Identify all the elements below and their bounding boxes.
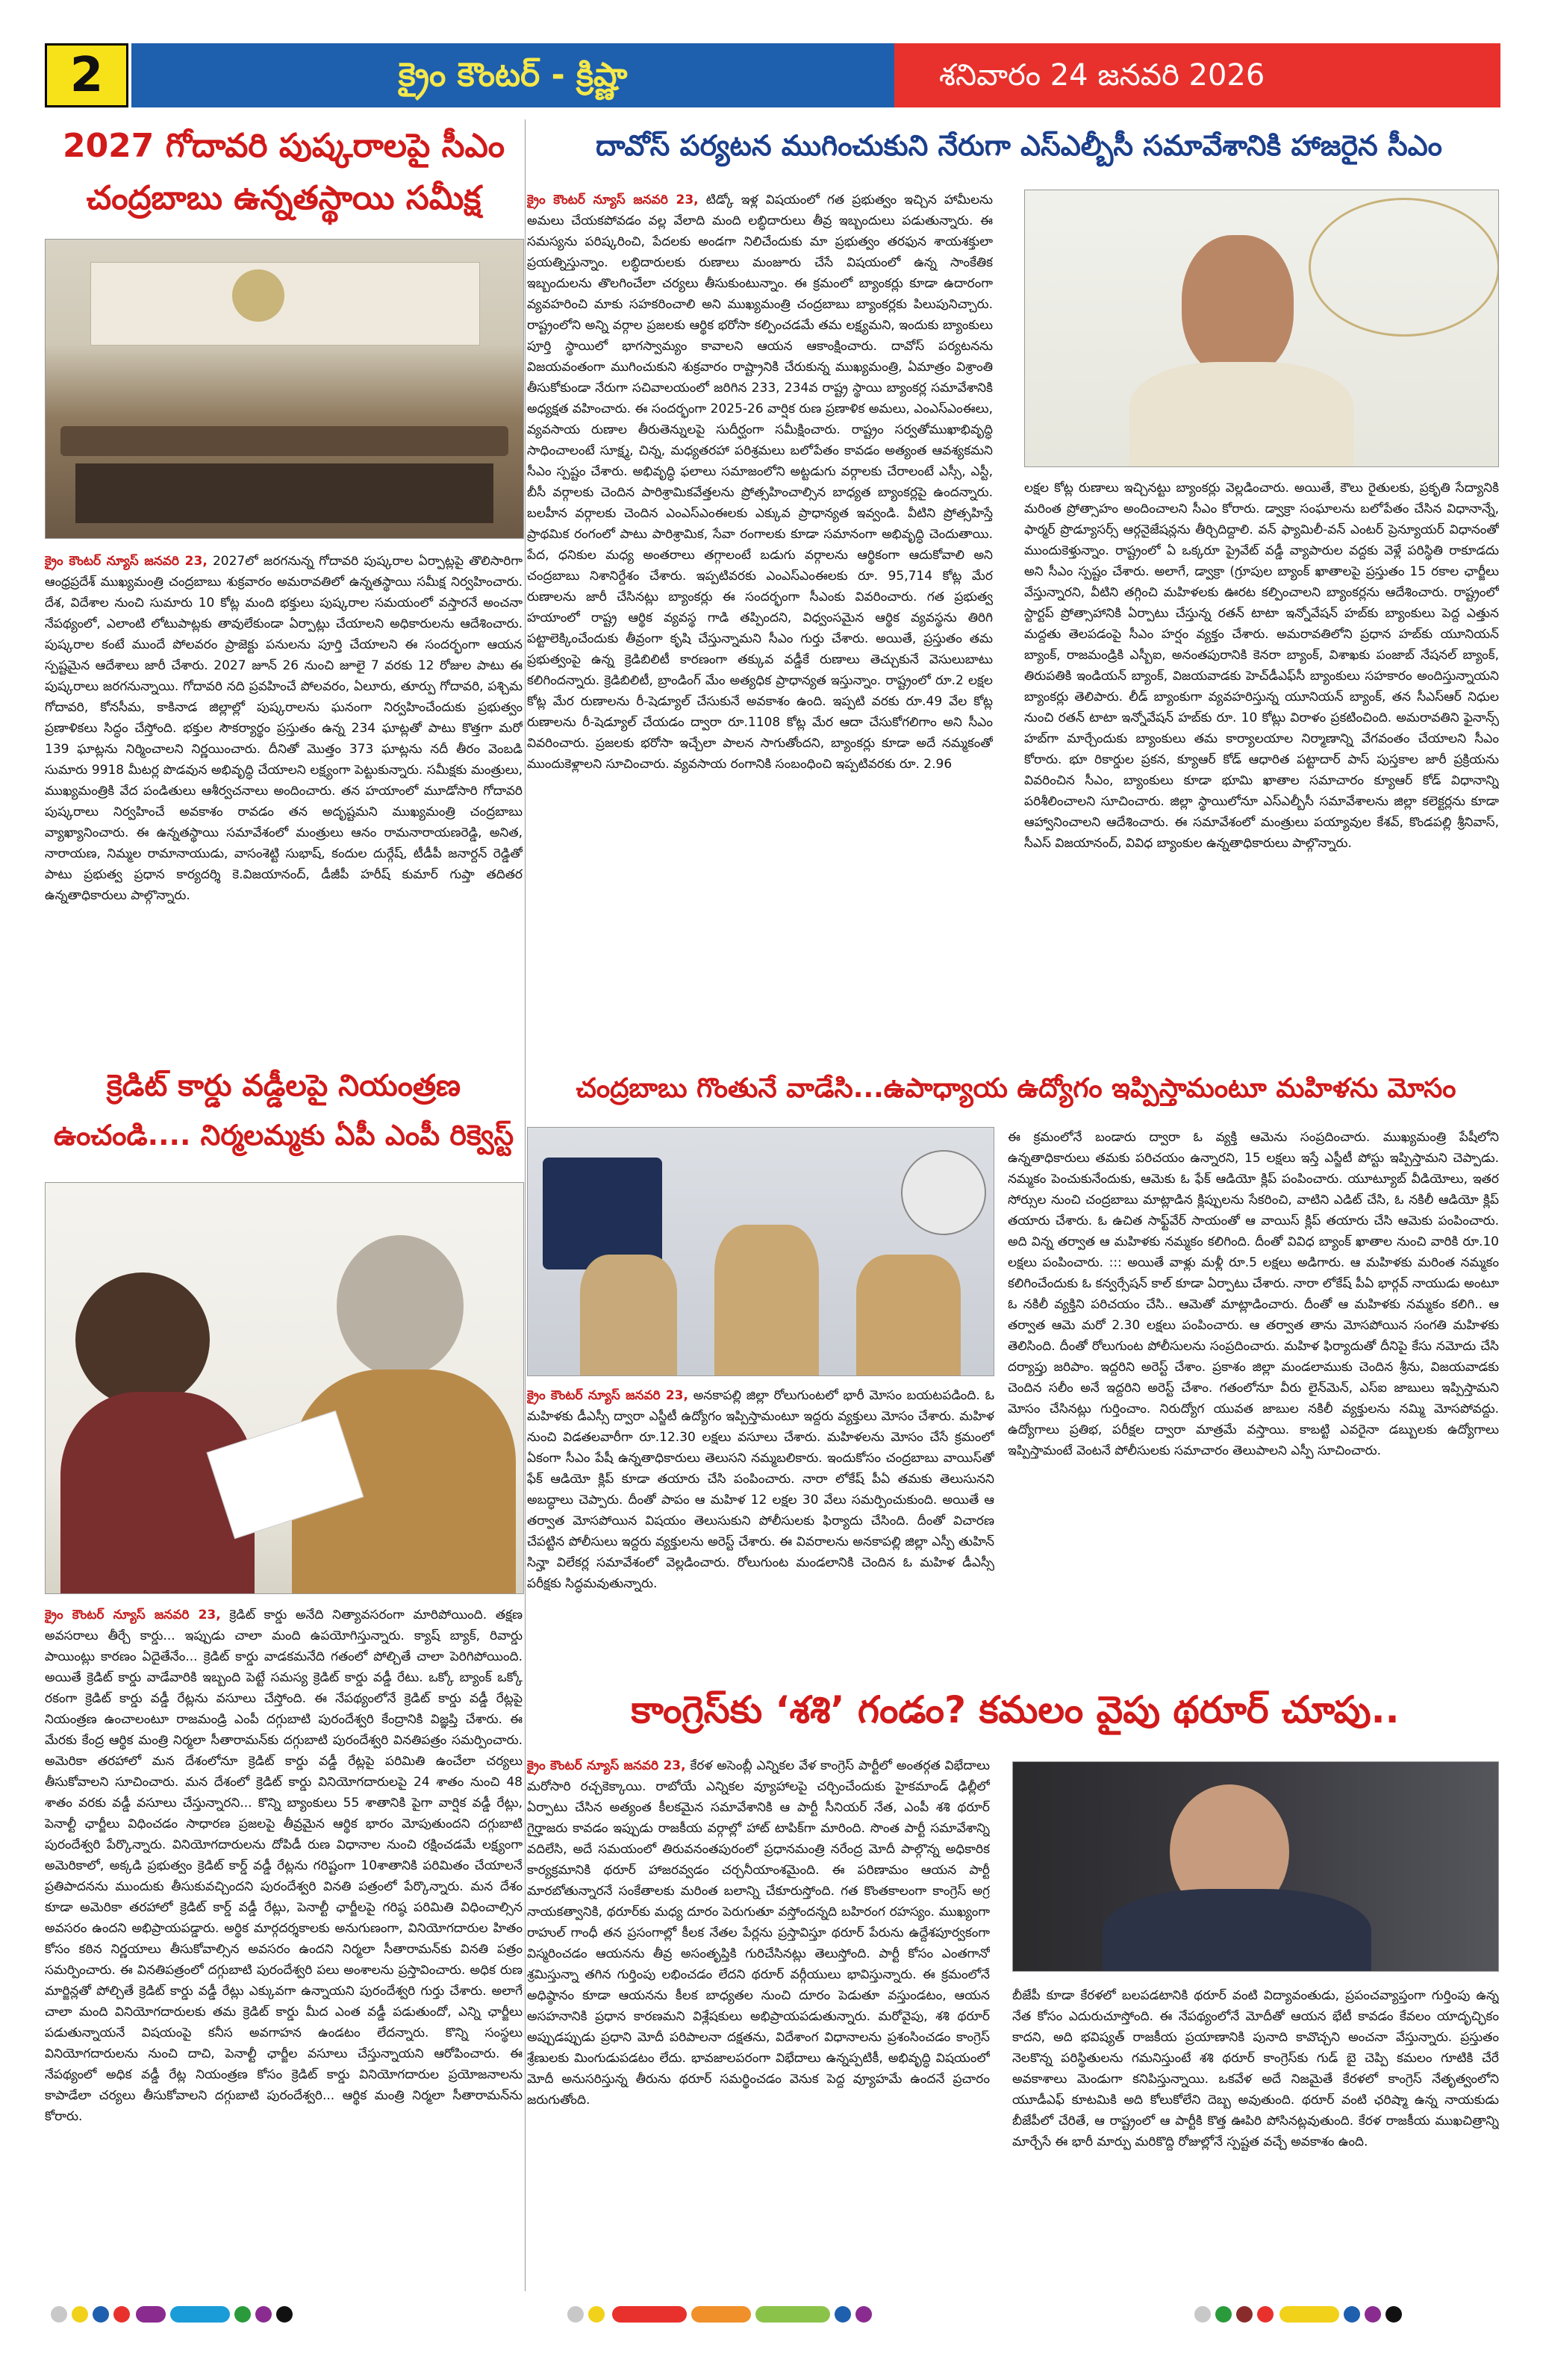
davos-article-right: లక్షల కోట్ల రుణాలు ఇచ్చినట్టు బ్యాంకర్లు వెల్లడించారు. అయితే, కౌలు రైతులకు, ప్రకృతి సేద్యానికి మరింత ప్రోత్సాహం అందించాలని సీఎం కోరారు. డ్వాక్రా సంఘాలను బలోపేతం చేసిన విధానాన్నే, ఫార్మర్ ప్రొడ్యూసర్స్ ఆర్గనైజేషన్లను తీర్చిదిద్దాలి. వన్ ఫ్యామిలీ-వన్ ఎంటర్ ప్రెన్యూయర్ విధానంతో ముందుకెళ్తున్నాం. రాష్ట్రంలో ఏ ఒక్కరూ ప్రైవేట్ వడ్డీ వ్యాపారుల వద్దకు వెళ్లే పరిస్థితి రాకూడదు అని సీఎం స్పష్టం చేశారు. అలాగే, డ్వాక్రా (గ్రూపుల బ్యాంక్ ఖాతాలపై ప్రస్తుతం 15 రకాల ఛార్జీలు వేస్తున్నారని, వీటిని తగ్గించి మహిళలకు ఊరట కల్పించాలని బ్యాంకర్లను ఆదేశించారు. రాష్ట్రంలో స్టార్టప్ ప్రోత్సాహానికి ఏర్పాటు చేస్తున్న రతన్ టాటా ఇన్నోవేషన్ హబ్‌కు బ్యాంకులు పెద్ద ఎత్తున మద్దతు తెలపడంపై సీఎం హర్షం వ్యక్తం చేశారు. అమరావతిలోని ప్రధాన హబ్‌కు యూనియన్ బ్యాంక్, రాజమండ్రికి ఎస్బీఐ, అనంతపురానికి కెనరా బ్యాంక్, విశాఖకు పంజాబ్ నేషనల్ బ్యాంక్, తిరుపతికి ఇండియన్ బ్యాంక్, విజయవాడకు హెచ్‌డీఎఫ్‌సీ బ్యాంకులు సహకారం అందిస్తున్నాయని బ్యాంకర్లు తెలిపారు. లీడ్ బ్యాంకుగా వ్యవహరిస్తున్న యూనియన్ బ్యాంక్, తన సీఎస్ఆర్ నిధుల నుంచి రతన్ టాటా ఇన్నోవేషన్ హబ్‌కు రూ. 10 కోట్లు విరాళం ప్రకటించింది. అమరావతిని ఫైనాన్స్ హబ్‌గా మార్చేందుకు బ్యాంకులు తమ కార్యాలయాల నిర్మాణాన్ని వేగవంతం చేయాలని సీఎం కోరారు. భూ రికార్డుల ప్రకన, క్యూఆర్ కోడ్ ఆధారిత పట్టాదార్ పాస్ పుస్తకాల జారీ ప్రక్రియను వివరించిన సీఎం, బ్యాంకులు కూడా భూమి ఖాతాల సమాచారం క్యూఆర్ కోడ్ విధానాన్ని పరిశీలించాలని సూచించారు. జిల్లా స్థాయిలోనూ ఎస్ఎల్బీసీ సమావేశాలను జిల్లా కలెక్టర్లను కూడా ఆహ్వానించాలని ఆదేశించారు. ఈ సమావేశంలో మంత్రులు పయ్యావుల కేశవ్, కొండపల్లి శ్రీనివాస్, సీఎస్ విజయానంద్, వివిధ బ్యాంకుల ఉన్నతాధికారులు పాల్గొన్నారు. — [1024, 481, 1499, 851]
tharoor-headline: కాంగ్రెస్‌కు ‘శశి’ గండం? కమలం వైపు థరూర్ చూపు.. — [631, 1688, 1400, 1731]
godavari-headline-1: 2027 గోదావరి పుష్కరాలపై సీఎం — [62, 127, 505, 165]
fraud-headline: చంద్రబాబు గొంతునే వాడేసి...ఉపాధ్యాయ ఉద్యోగం ఇప్పిస్తామంటూ మహిళను మోసం — [576, 1073, 1456, 1104]
godavari-headline-2: చంద్రబాబు ఉన్నతస్థాయి సమీక్ష — [86, 179, 481, 217]
tharoor-body-left: కేరళ అసెంబ్లీ ఎన్నికల వేళ కాంగ్రెస్ పార్టీలో అంతర్గత విభేదాలు మరోసారి రచ్చకెక్కాయి. రాబోయే ఎన్నికల వ్యూహాలపై చర్చించేందుకు హైకమాండ్ ఢిల్లీలో ఏర్పాటు చేసిన అత్యంత కీలకమైన సమావేశానికి ఆ పార్టీ సీనియర్ నేత, ఎంపీ శశి థరూర్ గైర్హాజరు కావడం ఇప్పుడు రాజకీయ వర్గాల్లో హాట్ టాపిక్‌గా మారింది. సొంత పార్టీ సమావేశాన్ని వదిలేసి, అదే సమయంలో తిరువనంతపురంలో ప్రధానమంత్రి నరేంద్ర మోదీ పాల్గొన్న అధికారిక కార్యక్రమానికి థరూర్ హాజరవ్వడం చర్చనీయాంశమైంది. ఈ పరిణామం ఆయన పార్టీ మారబోతున్నారనే సంకేతాలకు మరింత బలాన్ని చేకూరుస్తోంది. గత కొంతకాలంగా కాంగ్రెస్ అగ్ర నాయకత్వానికి, థరూర్‌కు మధ్య దూరం పెరుగుతూ వస్తోందన్నది బహిరంగ రహస్యం. ముఖ్యంగా రాహుల్ గాంధీ తన ప్రసంగాల్లో కీలక నేతల పేర్లను ప్రస్తావిస్తూ థరూర్ పేరును ఉద్దేశపూర్వకంగా విస్మరించడం ఆయనను తీవ్ర అసంతృప్తికి గురిచేసినట్లు తెలుస్తోంది. పార్టీ కోసం ఎంతగానో శ్రమిస్తున్నా తగిన గుర్తింపు లభించడం లేదని థరూర్ వర్గీయులు భావిస్తున్నారు. ఈ క్రమంలోనే అధిష్ఠానం కూడా ఆయనను కీలక బాధ్యతల నుంచి దూరం పెడుతూ వస్తుండటం, ఆయన అసహనానికి ప్రధాన కారణమని విశ్లేషకులు అభిప్రాయపడుతున్నారు. మరోవైపు, శశి థరూర్ అప్పుడప్పుడు ప్రధాని మోదీ పరిపాలనా దక్షతను, విదేశాంగ విధానాలను ప్రశంసించడం కాంగ్రెస్ శ్రేణులకు మింగుడుపడటం లేదు. భావజాలపరంగా విభేదాలు ఉన్నప్పటికీ, అభివృద్ధి విషయంలో మోదీ అనుసరిస్తున్న తీరును థరూర్ సమర్థించడం వెనుక పెద్ద వ్యూహమే ఉందనే ప్రచారం జరుగుతోంది. — [527, 1758, 990, 2108]
credit-article — [45, 1605, 523, 2291]
tharoor-photo — [1012, 1761, 1499, 1972]
fraud-article-left — [527, 1385, 994, 1669]
masthead: క్రైం కౌంటర్ - క్రిష్ణా — [131, 43, 894, 107]
cm-portrait-photo — [1024, 190, 1499, 467]
fraud-body-left: అనకాపల్లి జిల్లా రోలుగుంటలో భారీ మోసం బయటపడింది. ఓ మహిళకు డీఎస్సీ ద్వారా ఎస్జీటీ ఉద్యోగం ఇప్పిస్తామంటూ ఇద్దరు వ్యక్తులు మోసం చేశారు. మహిళ నుంచి విడతలవారీగా రూ.12.30 లక్షలు వసూలు చేశారు. మహిళలను మోసం చేసే క్రమంలో ఏకంగా సీఎం పేషీ ఉన్నతాధికారులు తెలుసని నమ్మబలికారు. ఇందుకోసం చంద్రబాబు వాయిస్‌తో ఫేక్ ఆడియో క్లిప్ కూడా తయారు చేసి పంపించారు. నారా లోకేష్ పీఏ తమకు తెలుసునని అబద్ధాలు చెప్పారు. దీంతో పాపం ఆ మహిళ 12 లక్షల 30 వేలు సమర్పించుకుంది. అయితే ఆ తర్వాత మోసపోయిన విషయం తెలుసుకుని పోలీసులకు ఫిర్యాదు చేసింది. దీంతో విచారణ చేపట్టిన పోలీసులు ఇద్దరు వ్యక్తులను అరెస్ట్ చేశారు. ఈ వివరాలను అనకాపల్లి జిల్లా ఎస్పీ తుహిన్ సిన్హా విలేకర్ల సమావేశంలో వెల్లడించారు. రోలుగుంట మండలానికి చెందిన ఓ మహిళ డీఎస్సీ పరీక్షకు సిద్ధమవుతున్నారు. — [527, 1388, 994, 1591]
credit-dateline: క్రైం కౌంటర్ న్యూస్ జనవరి 23, — [45, 1608, 221, 1622]
godavari-article — [45, 551, 523, 1036]
tharoor-dateline: క్రైం కౌంటర్ న్యూస్ జనవరి 23, — [527, 1758, 686, 1773]
godavari-meeting-photo — [45, 239, 524, 539]
davos-article-left — [527, 190, 993, 1055]
credit-headline-2: ఉంచండి.... నిర్మలమ్మకు ఏపీ ఎంపీ రిక్వెస్ట్ — [53, 1119, 514, 1152]
emblem-shape — [232, 269, 284, 322]
fraud-article-right: ఈ క్రమంలోనే బండారు ద్వారా ఓ వ్యక్తి ఆమెను సంప్రదించారు. ముఖ్యమంత్రి పేషీలోని ఉన్నతాధికారులు తమకు పరిచయం ఉన్నారని, 15 లక్షలు ఇస్తే ఎస్జీటీ పోస్టు ఇప్పిస్తామని చెప్పాడు. నమ్మకం పెంచుకునేందుకు, ఆమెకు ఓ ఫేక్ ఆడియో క్లిప్ పంపించారు. యూట్యూబ్ వీడియోలు, ఇతర సోర్సుల నుంచి చంద్రబాబు మాట్లాడిన క్లిప్పులను సేకరించి, వాటిని ఎడిట్ చేసి, ఓ నకిలీ ఆడియో క్లిప్ తయారు చేశారు. ఓ ఉచిత సాఫ్ట్‌వేర్ సాయంతో ఆ వాయిస్ క్లిప్ తయారు చేసి ఆమెకు పంపించారు. అది విన్న తర్వాత ఆ మహిళకు నమ్మకం కలిగింది. దీంతో వివిధ బ్యాంక్ ఖాతాల నుంచి వారికి రూ.10 లక్షలు పంపించారు. ::: అయితే వాళ్లు మళ్లీ రూ.5 లక్షలు అడిగారు. ఆ మహిళకు మరింత నమ్మకం కలిగించేందుకు ఓ కన్వర్సేషన్ కాల్ కూడా ఏర్పాటు చేశారు. నారా లోకేష్ పీఏ భార్గవ్ నాయుడు అంటూ ఓ నకిలీ వ్యక్తిని పరిచయం చేసి.. ఆమెతో మాట్లాడించారు. దీంతో ఆ మహిళకు నమ్మకం కలిగి.. ఆ తర్వాత ఆమె మరో 2.30 లక్షలు పంపించారు. ఆ తర్వాత తాను మోసపోయిన సంగతి మహిళకు తెలిసింది. దీంతో రోలుగుంట పోలీసులను సంప్రదించారు. మహిళ ఫిర్యాదుతో దీనిపై కేసు నమోదు చేసి దర్యాప్తు జరిపాం. ఇద్దరిని అరెస్ట్ చేశాం. ప్రకాశం జిల్లా మండలాముకు చెందిన శ్రీను, విజయవాడకు చెందిన సలీం అనే ఇద్దరిని అరెస్ట్ చేశాం. గతంలోనూ వీరు లైన్‌మెన్, ఎస్ఐ జాబులు ఇప్పిస్తామని మోసం చేసినట్లు గుర్తించాం. నిరుద్యోగ యువత జాబుల నకిలీ వ్యక్తులను నమ్మి మోసపోవద్దు. ఉద్యోగాలు ప్రతిభ, పరీక్షల ద్వారా మాత్రమే వస్తాయి. కాబట్టి ఎవరైనా డబ్బులకు ఉద్యోగాలు ఇప్పిస్తామంటే వెంటనే పోలీసులకు సమాచారం తెలుపాలని ఎస్పీ సూచించారు. — [1008, 1130, 1499, 1458]
davos-dateline: క్రైం కౌంటర్ న్యూస్ జనవరి 23, — [527, 193, 699, 207]
tharoor-article-right: బీజేపీ కూడా కేరళలో బలపడటానికి థరూర్ వంటి విద్యావంతుడు, ప్రపంచవ్యాప్తంగా గుర్తింపు ఉన్న నేత కోసం ఎదురుచూస్తోంది. ఈ నేపథ్యంలోనే మోదీతో ఆయన భేటీ కావడం కేవలం యాదృచ్ఛికం కాదని, అది భవిష్యత్ రాజకీయ ప్రయాణానికి పునాది కావొచ్చని అంచనా వేస్తున్నారు. ప్రస్తుతం నెలకొన్న పరిస్థితులను గమనిస్తుంటే శశి థరూర్ కాంగ్రెస్‌కు గుడ్ బై చెప్పి కమలం గూటికి చేరే అవకాశాలు మెండుగా కనిపిస్తున్నాయి. ఒకవేళ అదే నిజమైతే కేరళలో కాంగ్రెస్ నేతృత్వంలోని యూడీఎఫ్ కూటమికి అది కోలుకోలేని దెబ్బ అవుతుంది. థరూర్ వంటి ఛరిష్మా ఉన్న నాయకుడు బీజేపీలో చేరితే, ఆ రాష్ట్రంలో ఆ పార్టీకి కొత్త ఊపిరి పోసినట్లవుతుంది. కేరళ రాజకీయ ముఖచిత్రాన్ని మార్చేసే ఈ భారీ మార్పు మరికొద్ది రోజుల్లోనే స్పష్టత వచ్చే అవకాశం ఉంది. — [1012, 1988, 1499, 2149]
column-divider — [525, 119, 526, 2291]
credit-body: క్రెడిట్ కార్డు అనేది నిత్యావసరంగా మారిపోయింది. తక్షణ అవసరాలు తీర్చే కార్డు... ఇప్పుడు చాలా మంది ఉపయోగిస్తున్నారు. క్యాష్ బ్యాక్, రివార్డు పాయింట్లు కారణం ఏదైతేనేం... క్రెడిట్ కార్డు వాడకమనేది గతంలో పోల్చితే చాలా పెరిగిపోయింది. అయితే క్రెడిట్ కార్డు వాడేవారికి ఇబ్బంది పెట్టే సమస్య క్రెడిట్ కార్డు వడ్డీ రేటు. ఒక్కో బ్యాంక్ ఒక్కో రకంగా క్రెడిట్ కార్డు వడ్డీ రేట్లను వసూలు చేస్తోంది. ఈ నేపథ్యంలోనే క్రెడిట్ కార్డు వడ్డీ రేట్లపై నియంత్రణ ఉంచాలంటూ రాజమండ్రి ఎంపీ దగ్గుబాటి పురందేశ్వరి కేంద్రానికి విజ్ఞప్తి చేశారు. ఈ మేరకు కేంద్ర ఆర్థిక మంత్రి నిర్మలా సీతారామన్‌కు దగ్గుబాటి పురందేశ్వరి వినతిపత్రం సమర్పించారు. అమెరికా తరహాలో మన దేశంలోనూ క్రెడిట్ కార్డు వడ్డీ రేట్లపై పరిమితి ఉంచేలా చర్యలు తీసుకోవాలని సూచించారు. మన దేశంలో క్రెడిట్ కార్డు వినియోగదారులపై 24 శాతం నుంచి 48 శాతం వరకు వడ్డీ వసూలు చేస్తున్నారని... కొన్ని బ్యాంకులు 55 శాతానికి పైగా వార్షిక వడ్డీ రేట్లు, పెనాల్టీ ఛార్జీలు విధించడం సాధారణ ప్రజలపై తీవ్రమైన ఆర్థిక భారం మోపుతుందని దగ్గుబాటి పురందేశ్వరి పేర్కొన్నారు. వినియోగదారులను దోపిడీ రుణ విధానాల నుంచి రక్షించడమే లక్ష్యంగా అమెరికాలో, అక్కడి ప్రభుత్వం క్రెడిట్ కార్డ్ వడ్డీ రేట్లను గరిష్టంగా 10శాతానికి పరిమితం చేయాలనే ప్రతిపాదనను ముందుకు తీసుకువచ్చిందని పురందేశ్వరి వినతి పత్రంలో పేర్కొన్నారు. మన దేశం కూడా అమెరికా తరహాలో క్రెడిట్ కార్డ్ వడ్డీ రేట్లు, పెనాల్టీ ఛార్జీలపై గరిష్ఠ పరిమితి విధించాల్సిన అవసరం ఉందని అభిప్రాయపడ్డారు. అర్థిక మార్గదర్శకాలకు అనుగుణంగా, వినియోగదారుల హితం కోసం కఠిన నిర్ణయాలు తీసుకోవాల్సిన అవసరం ఉందని నిర్మలా సీతారామన్‌కు వినతి పత్రం సమర్పించారు. ఈ వినతిపత్రంలో దగ్గుబాటి పురందేశ్వరి పలు అంశాలను ప్రస్తావించారు. అధిక రుణ మార్జిన్లతో పోల్చితే క్రెడిట్ కార్డు వడ్డీ రేట్లు ఎక్కువగా ఉన్నాయని పురందేశ్వరి గుర్తు చేశారు. అలాగే చాలా మంది వినియోగదారులకు తమ క్రెడిట్ కార్డు మీద ఎంత వడ్డీ పడుతుందో, ఎన్ని ఛార్జీలు పడుతున్నాయనే విషయంపై కనీస అవగాహన ఉండటం లేదన్నారు. కొన్ని సంస్థలు వినియోగదారులను నుంచి దాచి, పెనాల్టీ ఛార్జీల వసూలు చేస్తున్నాయని ఆరోపించారు. ఈ నేపథ్యంలో అధిక వడ్డీ రేట్ల నియంత్రణ కోసం క్రెడిట్ కార్డు వినియోగదారుల ప్రయోజనాలను కాపాడేలా చర్యలు తీసుకోవాలని దగ్గుబాటి పురందేశ్వరి... ఆర్థిక మంత్రి నిర్మలా సీతారామన్‌ను కోరారు. — [45, 1608, 523, 2124]
godavari-dateline: క్రైం కౌంటర్ న్యూస్ జనవరి 23, — [45, 554, 208, 569]
davos-body-left: టిడ్కో ఇళ్ల విషయంలో గత ప్రభుత్వం ఇచ్చిన హామీలను అమలు చేయకపోవడం వల్ల వేలాది మంది లబ్ధిదారులు తీవ్ర ఇబ్బందులు పడుతున్నారు. ఈ సమస్యను పరిష్కరించి, పేదలకు అండగా నిలిచేందుకు మా ప్రభుత్వం తరఫున శాయశక్తులా ప్రయత్నిస్తున్నాం. లబ్ధిదారులకు రుణాలు మంజూరు చేసే విషయంలో ఉన్న సాంకేతిక ఇబ్బందులను తొలగించేలా చర్యలు తీసుకుంటున్నాం. ఈ క్రమంలో బ్యాంకర్లు కూడా ఉదారంగా వ్యవహరించి మాకు సహకరించాలి అని ముఖ్యమంత్రి చంద్రబాబు బ్యాంకర్లకు పిలుపునిచ్చారు. రాష్ట్రంలోని అన్ని వర్గాల ప్రజలకు ఆర్థిక భరోసా కల్పించడమే తమ లక్ష్యమని, ఇందుకు బ్యాంకులు పూర్తి స్థాయిలో భాగస్వామ్యం కావాలని ఆయన ఆకాంక్షించారు. దావోస్ పర్యటనను విజయవంతంగా ముగించుకుని శుక్రవారం రాష్ట్రానికి చేరుకున్న ముఖ్యమంత్రి, ఏమాత్రం విశ్రాంతి తీసుకోకుండా నేరుగా సచివాలయంలో జరిగిన 233, 234వ రాష్ట్ర స్థాయి బ్యాంకర్ల సమావేశానికి అధ్యక్షత వహించారు. ఈ సందర్భంగా 2025-26 వార్షిక రుణ ప్రణాళిక అమలు, ఎంఎస్ఎంఈలు, వ్యవసాయ రుణాల తీరుతెన్నులపై సుదీర్ఘంగా సమీక్షించారు. రాష్ట్రం సర్వతోముఖాభివృద్ధి సాధించాలంటే సూక్ష్మ, చిన్న, మధ్యతరహా పరిశ్రమలు బలోపేతం కావడం అత్యంత ఆవశ్యకమని సీఎం స్పష్టం చేశారు. అభివృద్ధి ఫలాలు సమాజంలోని అట్టడుగు వర్గాలకు చేరాలంటే ఎస్సీ, ఎస్టీ, బీసీ వర్గాలకు చెందిన పారిశ్రామికవేత్తలను ప్రోత్సహించాల్సిన బాధ్యత బ్యాంకర్లపై ఉందన్నారు. బలహీన వర్గాలకు చెందిన ఎంఎస్ఎంఈలకు ఎక్కువ ప్రాధాన్యత ఇవ్వండి. వీటిని ప్రోత్సహిస్తే ప్రాథమిక రంగంలో పాటు పారిశ్రామిక, సేవా రంగాలకు కూడా సమానంగా అభివృద్ధి చెందుతాయి. పేద, ధనికుల మధ్య అంతరాలు తగ్గాలంటే బడుగు వర్గాలను ఆర్థికంగా ఆదుకోవాలి అని చంద్రబాబు నిశానిర్దేశం చేశారు. ఇప్పటివరకు ఎంఎస్ఎంఈలకు రూ. 95,714 కోట్ల మేర రుణాలను జారీ చేసినట్లు బ్యాంకర్లు ఈ సందర్భంగా సీఎంకు వివరించారు. గత ప్రభుత్వ హయాంలో రాష్ట్ర ఆర్థిక వ్యవస్థ గాడి తప్పిందని, విధ్వంసమైన ఆర్థిక వ్యవస్థను తిరిగి పట్టాలెక్కించేందుకు తీవ్రంగా కృషి చేస్తున్నామని సీఎం గుర్తు చేశారు. అయితే, ప్రస్తుతం తమ ప్రభుత్వంపై ఉన్న క్రెడిబిలిటీ కారణంగా తక్కువ వడ్డీకే రుణాలు తెచ్చుకునే వెసులుబాటు కలిగిందన్నారు. క్రెడిబిలిటీ, బ్రాండింగ్ మేం అత్యధిక ప్రాధాన్యత ఇస్తున్నాం. రాష్ట్రంలో రూ.2 లక్షల కోట్ల మేర రుణాలను రీ-షెడ్యూల్ చేసుకునే అవకాశం ఉంది. ఇప్పటి వరకు రూ.49 వేల కోట్ల రుణాలను రీ-షెడ్యూల్ చేయడం ద్వారా రూ.1108 కోట్ల మేర ఆదా చేసుకోగలిగాం అని సీఎం వివరించారు. ప్రజలకు భరోసా ఇచ్చేలా పాలన సాగుతోందని, బ్యాంకర్లు కూడా అదే నమ్మకంతో ముందుకెళ్లాలని సూచించారు. వ్యవసాయ రంగానికి సంబంధించి ఇప్పటివరకు రూ. 2.96 — [527, 193, 993, 772]
petition-photo — [45, 1182, 524, 1594]
issue-date: శనివారం 24 జనవరి 2026 — [894, 43, 1500, 107]
credit-headline-1: క్రెడిట్ కార్డు వడ్డీలపై నియంత్రణ — [106, 1069, 461, 1103]
tharoor-article-left — [527, 1755, 990, 2270]
page-number: 2 — [45, 43, 128, 107]
emblem-shape — [1309, 198, 1499, 337]
police-press-photo — [527, 1127, 994, 1376]
fraud-dateline: క్రైం కౌంటర్ న్యూస్ జనవరి 23, — [527, 1388, 688, 1403]
godavari-body: 2027లో జరగనున్న గోదావరి పుష్కరాల ఏర్పాట్లపై తొలిసారిగా ఆంధ్రప్రదేశ్ ముఖ్యమంత్రి చంద్రబాబు శుక్రవారం అమరావతిలో ఉన్నతస్థాయి సమీక్ష నిర్వహించారు. దేశ, విదేశాల నుంచి సుమారు 10 కోట్ల మంది భక్తులు పుష్కరాల సమయంలో వస్తారనే అంచనా నేపథ్యంలో, ఎలాంటి లోటుపాట్లకు తావులేకుండా ఏర్పాట్లు చేయాలని అధికారులను ఆదేశించారు. పుష్కరాల కంటే ముందే పోలవరం ప్రాజెక్టు పనులను పూర్తి చేయాలని ఈ సందర్భంగా ఆయన స్పష్టమైన ఆదేశాలు జారీ చేశారు. 2027 జూన్ 26 నుంచి జూలై 7 వరకు 12 రోజుల పాటు ఈ పుష్కరాలు జరగనున్నాయి. గోదావరి నది ప్రవహించే పోలవరం, ఏలూరు, తూర్పు గోదావరి, పశ్చిమ గోదావరి, కోనసీమ, కాకినాడ జిల్లాల్లో పుష్కరాలను ఘనంగా నిర్వహించేందుకు ప్రభుత్వం ప్రణాళికలు సిద్ధం చేస్తోంది. భక్తుల సౌకర్యార్థం ప్రస్తుతం ఉన్న 234 ఘాట్లతో పాటు కొత్తగా మరో 139 ఘాట్లను నిర్మించాలని నిర్ణయించారు. దీనితో మొత్తం 373 ఘాట్లను నదీ తీరం వెంబడి సుమారు 9918 మీటర్ల పొడవున అభివృద్ధి చేయాలని లక్ష్యంగా పెట్టుకున్నారు. సమీక్షకు మంత్రులు, ముఖ్యమంత్రికి వేద పండితులు ఆశీర్వచనాలు అందించారు. తన హయాంలో మూడోసారి గోదావరి పుష్కరాలు నిర్వహించే అవకాశం రావడం తన అదృష్టమని ముఖ్యమంత్రి చంద్రబాబు వ్యాఖ్యానించారు. ఈ ఉన్నతస్థాయి సమావేశంలో మంత్రులు ఆనం రామనారాయణరెడ్డి, అనిత, నారాయణ, నిమ్మల రామానాయుడు, వాసంశెట్టి సుభాష్, కందుల దుర్గేష్, టీడీపీ జనార్దన్ రెడ్డితో పాటు ప్రభుత్వ ప్రధాన కార్యదర్శి కె.విజయానంద్, డీజీపీ హరీష్ కుమార్ గుప్తా తదితర ఉన్నతాధికారులు పాల్గొన్నారు. — [45, 554, 523, 903]
davos-headline: దావోస్ పర్యటన ముగించుకుని నేరుగా ఎస్ఎల్బీసీ సమావేశానికి హాజరైన సీఎం — [596, 129, 1442, 162]
